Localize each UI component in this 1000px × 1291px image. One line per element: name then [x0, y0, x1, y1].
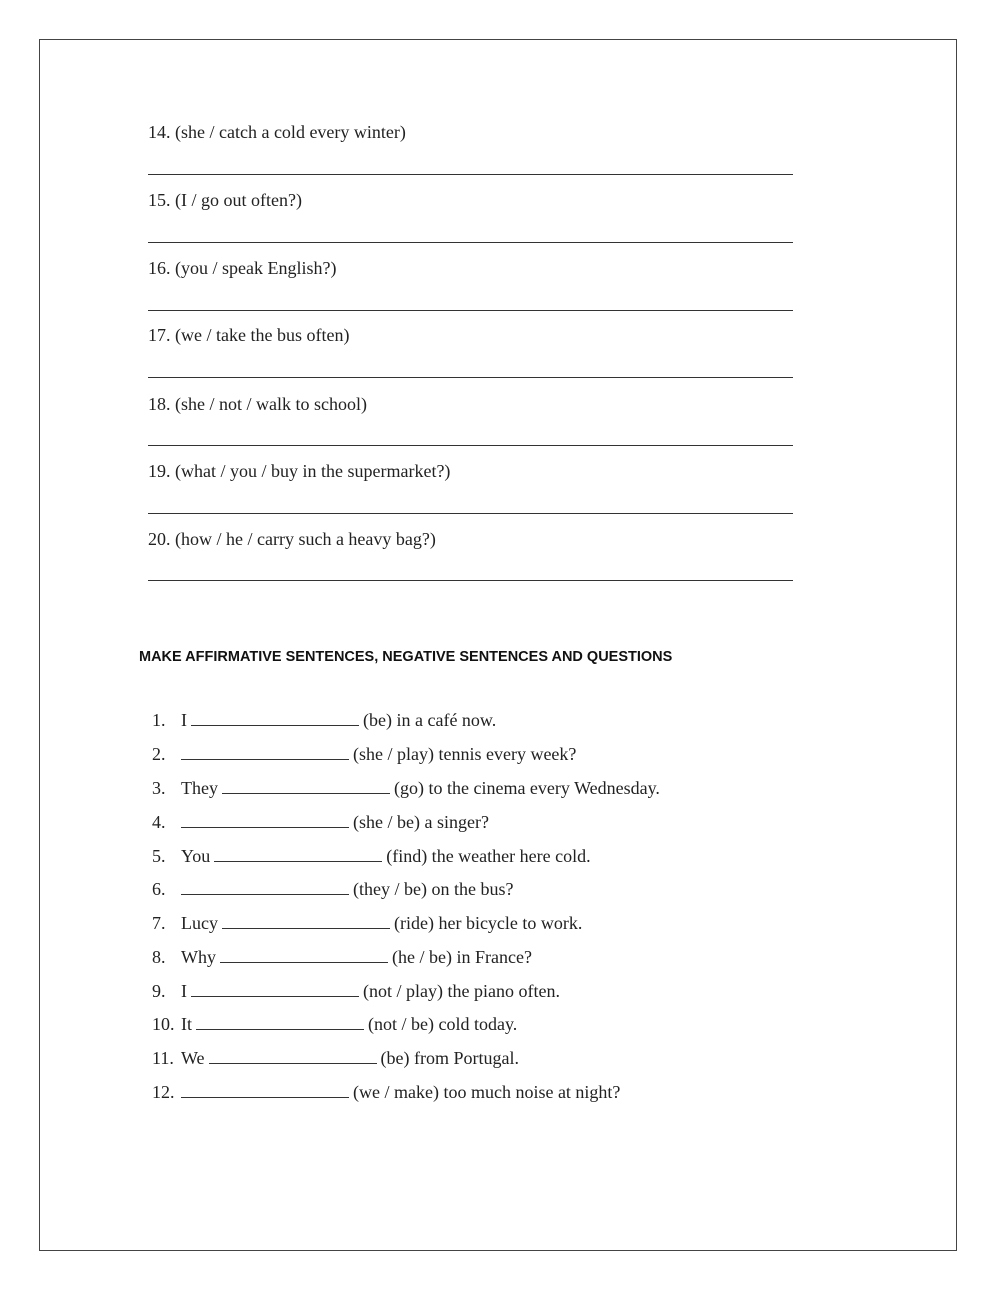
item-number: 12. [152, 1082, 175, 1102]
prompt-19: 19. (what / you / buy in the supermarket?) [148, 461, 451, 481]
exercise-item-3 [152, 777, 660, 799]
exercise-item-9 [152, 980, 560, 1002]
prompt-16: 16. (you / speak English?) [148, 258, 337, 278]
item-hint: (find) the weather here cold. [386, 846, 591, 866]
item-number: 6. [152, 879, 166, 899]
item-number: 9. [152, 981, 166, 1001]
item-number: 2. [152, 744, 166, 764]
fill-blank[interactable] [191, 711, 359, 726]
item-hint: (be) from Portugal. [380, 1048, 520, 1068]
prompt-14: 14. (she / catch a cold every winter) [148, 122, 406, 142]
fill-blank[interactable] [181, 880, 349, 895]
item-number: 3. [152, 778, 166, 798]
item-hint: (not / be) cold today. [368, 1014, 518, 1034]
item-number: 11. [152, 1048, 174, 1068]
item-hint: (go) to the cinema every Wednesday. [393, 778, 660, 798]
fill-blank[interactable] [209, 1049, 377, 1064]
exercise-item-6 [152, 878, 513, 900]
item-hint: (she / play) tennis every week? [353, 744, 577, 764]
answer-line-18[interactable] [148, 445, 793, 446]
prompt-20: 20. (how / he / carry such a heavy bag?) [148, 529, 436, 549]
answer-line-20[interactable] [148, 580, 793, 581]
item-hint: (we / make) too much noise at night? [353, 1082, 621, 1102]
prompt-15: 15. (I / go out often?) [148, 190, 302, 210]
item-number: 5. [152, 846, 166, 866]
prompt-18: 18. (she / not / walk to school) [148, 394, 367, 414]
answer-line-17[interactable] [148, 377, 793, 378]
fill-blank[interactable] [196, 1015, 364, 1030]
exercise-item-4 [152, 811, 489, 833]
item-number: 8. [152, 947, 166, 967]
exercise-item-7 [152, 912, 582, 934]
prompt-17: 17. (we / take the bus often) [148, 325, 350, 345]
fill-blank[interactable] [181, 813, 349, 828]
fill-blank[interactable] [214, 847, 382, 862]
item-subject: It [181, 1014, 192, 1034]
item-subject: Lucy [181, 913, 218, 933]
answer-line-14[interactable] [148, 174, 793, 175]
fill-blank[interactable] [191, 982, 359, 997]
exercise-item-12 [152, 1081, 620, 1103]
fill-blank[interactable] [222, 779, 390, 794]
item-subject: I [181, 710, 187, 730]
exercise-item-11 [152, 1047, 519, 1069]
section-heading: MAKE AFFIRMATIVE SENTENCES, NEGATIVE SENTENCES AND QUESTIONS [139, 649, 673, 665]
answer-line-16[interactable] [148, 310, 793, 311]
fill-blank[interactable] [181, 745, 349, 760]
fill-blank[interactable] [222, 914, 390, 929]
fill-blank[interactable] [220, 948, 388, 963]
answer-line-19[interactable] [148, 513, 793, 514]
item-hint: (not / play) the piano often. [363, 981, 560, 1001]
item-subject: I [181, 981, 187, 1001]
item-subject: You [181, 846, 211, 866]
exercise-item-8 [152, 946, 532, 968]
exercise-item-5 [152, 845, 591, 867]
exercise-item-10 [152, 1013, 517, 1035]
exercise-item-2 [152, 743, 576, 765]
fill-blank[interactable] [181, 1083, 349, 1098]
item-number: 10. [152, 1014, 175, 1034]
item-subject: They [181, 778, 218, 798]
item-number: 1. [152, 710, 166, 730]
item-number: 4. [152, 812, 166, 832]
item-subject: We [181, 1048, 205, 1068]
answer-line-15[interactable] [148, 242, 793, 243]
page-border [39, 39, 957, 1251]
item-hint: (he / be) in France? [392, 947, 532, 967]
item-number: 7. [152, 913, 166, 933]
item-subject: Why [181, 947, 216, 967]
item-hint: (they / be) on the bus? [353, 879, 514, 899]
item-hint: (she / be) a singer? [353, 812, 489, 832]
item-hint: (be) in a café now. [363, 710, 497, 730]
exercise-item-1 [152, 709, 496, 731]
item-hint: (ride) her bicycle to work. [393, 913, 583, 933]
